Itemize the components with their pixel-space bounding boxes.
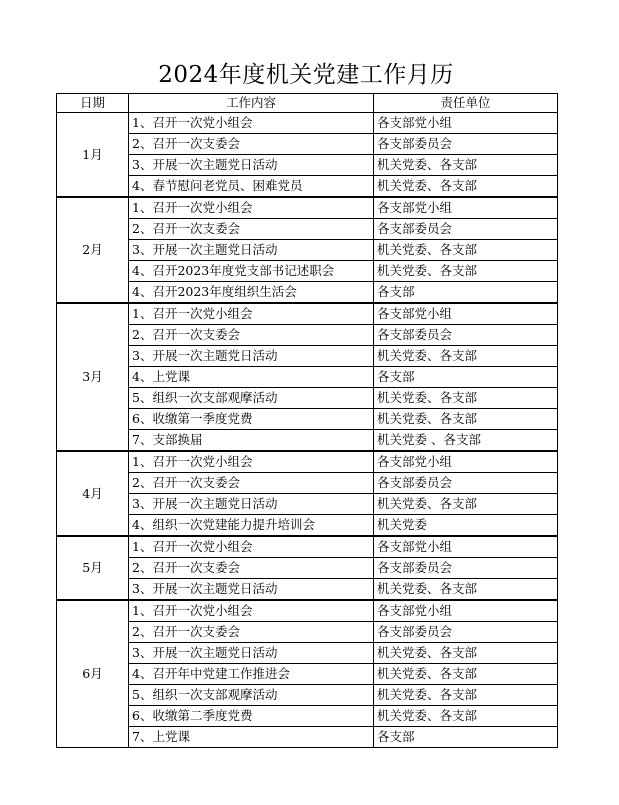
unit-cell: 各支部委员会 (374, 558, 558, 579)
table-row (57, 134, 558, 155)
unit-cell: 机关党委 (374, 515, 558, 537)
content-cell: 6、收缴第二季度党费 (129, 706, 374, 727)
unit-cell: 机关党委、各支部 (374, 685, 558, 706)
unit-cell: 各支部委员会 (374, 622, 558, 643)
content-cell: 6、收缴第一季度党费 (129, 409, 374, 430)
content-cell: 2、召开一次支委会 (129, 219, 374, 240)
table-row (57, 303, 558, 325)
page-title: 2024年度机关党建工作月历 (158, 62, 454, 88)
table-row (57, 579, 558, 601)
content-cell: 2、召开一次支委会 (129, 473, 374, 494)
table-row (57, 558, 558, 579)
table-row (57, 240, 558, 261)
table-row (57, 536, 558, 558)
unit-cell: 机关党委、各支部 (374, 155, 558, 176)
unit-cell: 机关党委、各支部 (374, 643, 558, 664)
unit-cell: 机关党委、各支部 (374, 240, 558, 261)
content-cell: 1、召开一次党小组会 (129, 536, 374, 558)
table-body (57, 113, 558, 748)
unit-cell: 各支部委员会 (374, 134, 558, 155)
unit-cell: 各支部党小组 (374, 303, 558, 325)
table-row (57, 219, 558, 240)
table-row (57, 643, 558, 664)
table-row (57, 451, 558, 473)
table-row (57, 685, 558, 706)
unit-cell: 机关党委、各支部 (374, 176, 558, 198)
unit-cell: 机关党委、各支部 (374, 261, 558, 282)
content-cell: 1、召开一次党小组会 (129, 197, 374, 219)
unit-cell: 各支部党小组 (374, 197, 558, 219)
month-cell: 5月 (57, 536, 129, 600)
unit-cell: 各支部 (374, 367, 558, 388)
unit-cell: 各支部党小组 (374, 600, 558, 622)
content-cell: 4、召开2023年度党支部书记述职会 (129, 261, 374, 282)
table-row (57, 430, 558, 452)
table-row (57, 600, 558, 622)
table-row (57, 494, 558, 515)
content-cell: 3、开展一次主题党日活动 (129, 643, 374, 664)
table-row (57, 197, 558, 219)
content-cell: 4、召开年中党建工作推进会 (129, 664, 374, 685)
header-date: 日期 (57, 94, 129, 113)
month-cell: 2月 (57, 197, 129, 303)
table-row (57, 622, 558, 643)
unit-cell: 机关党委、各支部 (374, 664, 558, 685)
content-cell: 1、召开一次党小组会 (129, 451, 374, 473)
unit-cell: 各支部委员会 (374, 473, 558, 494)
table-row (57, 727, 558, 748)
unit-cell: 机关党委 、各支部 (374, 430, 558, 452)
content-cell: 2、召开一次支委会 (129, 325, 374, 346)
content-cell: 1、召开一次党小组会 (129, 303, 374, 325)
table-row (57, 261, 558, 282)
unit-cell: 机关党委、各支部 (374, 409, 558, 430)
table-row (57, 113, 558, 134)
unit-cell: 各支部委员会 (374, 219, 558, 240)
content-cell: 4、春节慰问老党员、困难党员 (129, 176, 374, 198)
unit-cell: 机关党委、各支部 (374, 388, 558, 409)
table-header-row (57, 94, 558, 113)
table-row (57, 473, 558, 494)
content-cell: 4、召开2023年度组织生活会 (129, 282, 374, 304)
content-cell: 5、组织一次支部观摩活动 (129, 388, 374, 409)
unit-cell: 机关党委、各支部 (374, 346, 558, 367)
content-cell: 7、支部换届 (129, 430, 374, 452)
content-cell: 4、上党课 (129, 367, 374, 388)
table-row (57, 325, 558, 346)
unit-cell: 机关党委、各支部 (374, 494, 558, 515)
content-cell: 1、召开一次党小组会 (129, 113, 374, 134)
content-cell: 2、召开一次支委会 (129, 558, 374, 579)
table-row (57, 367, 558, 388)
month-cell: 1月 (57, 113, 129, 198)
table-row (57, 706, 558, 727)
content-cell: 3、开展一次主题党日活动 (129, 346, 374, 367)
unit-cell: 机关党委、各支部 (374, 706, 558, 727)
content-cell: 4、组织一次党建能力提升培训会 (129, 515, 374, 537)
table-row (57, 515, 558, 537)
table-row (57, 388, 558, 409)
content-cell: 2、召开一次支委会 (129, 134, 374, 155)
unit-cell: 各支部委员会 (374, 325, 558, 346)
month-cell: 6月 (57, 600, 129, 748)
unit-cell: 机关党委、各支部 (374, 579, 558, 601)
content-cell: 5、组织一次支部观摩活动 (129, 685, 374, 706)
content-cell: 3、开展一次主题党日活动 (129, 240, 374, 261)
table-row (57, 282, 558, 304)
month-cell: 4月 (57, 451, 129, 536)
content-cell: 3、开展一次主题党日活动 (129, 494, 374, 515)
content-cell: 2、召开一次支委会 (129, 622, 374, 643)
header-content: 工作内容 (129, 94, 374, 113)
table-row (57, 664, 558, 685)
table-row (57, 409, 558, 430)
unit-cell: 各支部 (374, 282, 558, 304)
content-cell: 3、开展一次主题党日活动 (129, 155, 374, 176)
month-cell: 3月 (57, 303, 129, 451)
table-row (57, 346, 558, 367)
unit-cell: 各支部党小组 (374, 536, 558, 558)
unit-cell: 各支部党小组 (374, 451, 558, 473)
unit-cell: 各支部 (374, 727, 558, 748)
header-unit: 责任单位 (374, 94, 558, 113)
work-calendar-table (56, 93, 558, 748)
unit-cell: 各支部党小组 (374, 113, 558, 134)
content-cell: 3、开展一次主题党日活动 (129, 579, 374, 601)
content-cell: 7、上党课 (129, 727, 374, 748)
table-row (57, 155, 558, 176)
content-cell: 1、召开一次党小组会 (129, 600, 374, 622)
table-row (57, 176, 558, 198)
